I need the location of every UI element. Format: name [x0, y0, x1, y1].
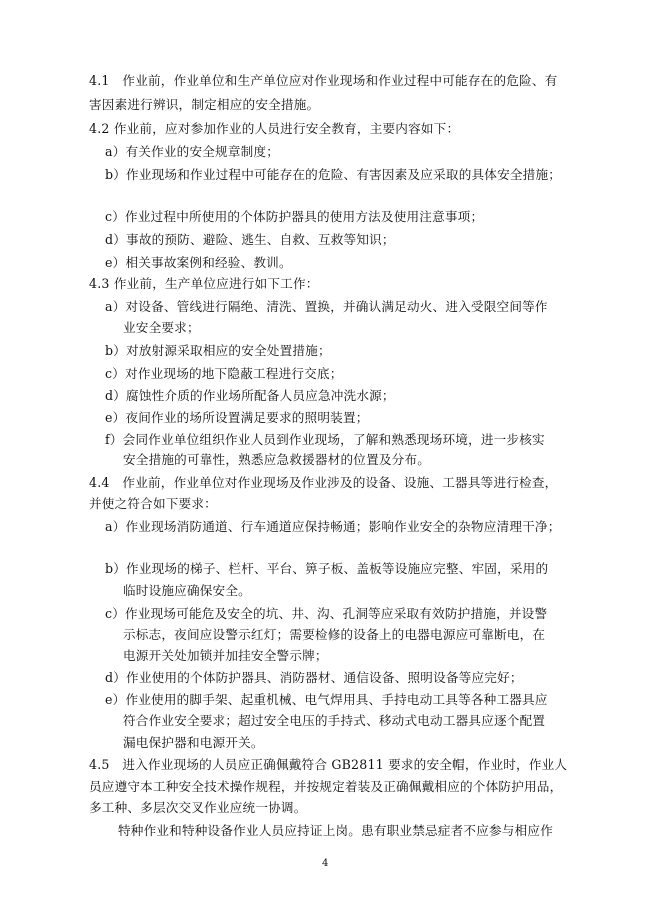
para-4-5-line-1: 4.5 进入作业现场的人员应正确佩戴符合 GB2811 要求的安全帽，作业时，作业人: [89, 757, 568, 772]
para-4-3-item-a-line-2: 业安全要求；: [123, 320, 200, 335]
para-4-4-item-e-line-2: 符合作业安全要求；超过安全电压的手持式、移动式电动工器具应逐个配置: [123, 713, 546, 728]
page-number: 4: [322, 858, 329, 869]
para-4-2-item-d: d）事故的预防、避险、逃生、自救、互救等知识；: [105, 232, 395, 247]
para-4-2-item-a: a）有关作业的安全规章制度；: [105, 144, 280, 159]
para-4-1-line-1: 4.1 作业前，作业单位和生产单位应对作业现场和作业过程中可能存在的危险、有: [89, 73, 558, 88]
para-4-4-item-b-line-1: b）作业现场的梯子、栏杆、平台、箅子板、盖板等设施应完整、牢固，采用的: [105, 561, 549, 576]
para-4-2-item-b: b）作业现场和作业过程中可能存在的危险、有害因素及应采取的具体安全措施；: [105, 167, 562, 182]
para-4-3-item-a-line-1: a）对设备、管线进行隔绝、清洗、置换，并确认满足动火、进入受限空间等作: [105, 299, 548, 314]
para-4-3-heading: 4.3 作业前，生产单位应进行如下工作：: [89, 276, 319, 291]
para-4-4-item-d: d）作业使用的个体防护器具、消防器材、通信设备、照明设备等应完好；: [105, 670, 523, 685]
para-4-4-item-e-line-1: e）作业使用的脚手架、起重机械、电气焊用具、手持电动工具等各种工器具应: [105, 692, 548, 707]
para-4-3-item-f-line-1: f）会同作业单位组织作业人员到作业现场，了解和熟悉现场环境，进一步核实: [105, 432, 545, 447]
para-4-3-item-b: b）对放射源采取相应的安全处置措施；: [105, 343, 331, 358]
para-4-2-item-c: c）作业过程中所使用的个体防护器具的使用方法及使用注意事项；: [105, 209, 484, 224]
para-special-operations: 特种作业和特种设备作业人员应持证上岗。患有职业禁忌症者不应参与相应作: [118, 823, 553, 838]
para-4-1-line-2: 害因素进行辨识，制定相应的安全措施。: [89, 97, 320, 112]
para-4-2-heading: 4.2 作业前，应对参加作业的人员进行安全教育，主要内容如下：: [89, 121, 460, 136]
para-4-4-item-b-line-2: 临时设施应确保安全。: [123, 583, 251, 598]
para-4-3-item-f-line-2: 安全措施的可靠性，熟悉应急救援器材的位置及分布。: [123, 452, 431, 467]
para-4-5-line-3: 多工种、多层次交叉作业应统一协调。: [89, 800, 307, 815]
para-4-2-item-e: e）相关事故案例和经验、教训。: [105, 255, 292, 270]
para-4-3-item-d: d）腐蚀性介质的作业场所配备人员应急冲洗水源；: [105, 388, 395, 403]
para-4-4-item-c-line-1: c）作业现场可能危及安全的坑、井、沟、孔洞等应采取有效防护措施，并设警: [105, 606, 548, 621]
para-4-4-item-c-line-2: 示标志，夜间应设警示红灯；需要检修的设备上的电器电源应可靠断电，在: [123, 627, 546, 642]
para-4-4-item-c-line-3: 电源开关处加锁并加挂安全警示牌；: [123, 648, 328, 663]
para-4-4-item-e-line-3: 漏电保护器和电源开关。: [123, 735, 264, 750]
para-4-4-line-1: 4.4 作业前，作业单位对作业现场及作业涉及的设备、设施、工器具等进行检查，: [89, 475, 558, 490]
para-4-5-line-2: 员应遵守本工种安全技术操作规程，并按规定着装及正确佩戴相应的个体防护用品，: [89, 779, 563, 794]
para-4-3-item-e: e）夜间作业的场所设置满足要求的照明装置；: [105, 410, 369, 425]
para-4-3-item-c: c）对作业现场的地下隐蔽工程进行交底；: [105, 366, 343, 381]
para-4-4-item-a: a）作业现场消防通道、行车通道应保持畅通；影响作业安全的杂物应清理干净；: [105, 519, 561, 534]
para-4-4-line-2: 并使之符合如下要求：: [89, 496, 217, 511]
